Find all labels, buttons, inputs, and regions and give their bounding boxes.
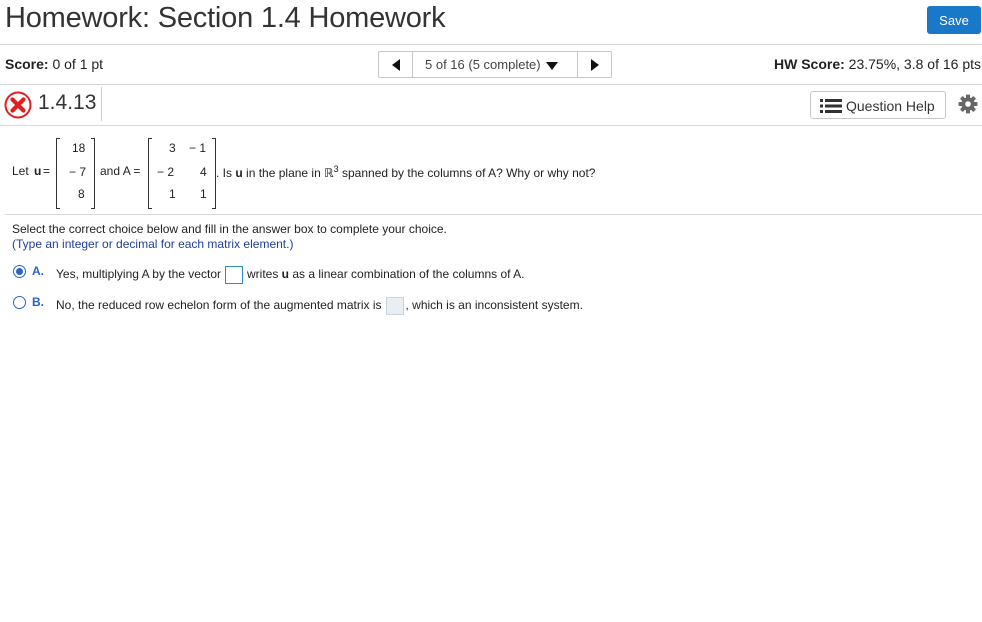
list-icon — [820, 99, 842, 113]
question-suffix: spanned by the columns of A? Why or why not? — [342, 166, 596, 180]
matrix-a-entry: 4 — [200, 165, 207, 179]
question-mid: in the plane in — [246, 166, 321, 180]
question-help-button[interactable] — [810, 91, 946, 119]
matrix-a-entry: − 2 — [157, 165, 175, 179]
choice-a-text — [56, 266, 525, 284]
question-prefix: . Is — [216, 166, 233, 180]
choice-a-radio[interactable] — [13, 265, 26, 278]
u-symbol: u — [235, 166, 243, 180]
score-value: 0 of 1 pt — [52, 56, 104, 72]
matrix-a-entry: 1 — [200, 187, 207, 201]
vector-bracket-right — [91, 138, 95, 209]
divider — [0, 125, 982, 126]
vector-u-entry: 8 — [78, 187, 85, 201]
x-circle-icon — [4, 91, 32, 119]
divider — [0, 84, 982, 85]
choice-a-text-after-2: as a linear combination of the columns of A. — [292, 267, 525, 282]
choice-a-text-after-1: writes — [246, 267, 279, 282]
save-button[interactable]: Save — [927, 6, 981, 34]
triangle-left-icon — [392, 59, 400, 71]
gear-icon[interactable] — [958, 94, 978, 114]
choice-b-text — [56, 297, 583, 315]
u-symbol: u — [281, 267, 290, 282]
matrix-a-entry: 1 — [169, 187, 176, 201]
question-id: 1.4.13 — [38, 91, 97, 114]
separator — [101, 87, 102, 121]
triangle-down-icon — [546, 62, 558, 70]
vector-u-entry: − 7 — [69, 165, 87, 179]
hint-text: (Type an integer or decimal for each matrix element.) — [12, 237, 294, 251]
choice-b-radio[interactable] — [13, 296, 26, 309]
question-selector-label: 5 of 16 (5 complete) — [425, 57, 541, 72]
radio-selected-dot — [16, 268, 23, 275]
divider — [0, 44, 982, 45]
r-symbol: ℝ — [324, 166, 334, 180]
hw-score-value: 23.75%, 3.8 of 16 pts — [848, 56, 981, 72]
choice-a — [13, 264, 713, 284]
vector-answer-box[interactable] — [225, 266, 243, 284]
choice-b-text-after: , which is an inconsistent system. — [405, 298, 583, 313]
triangle-right-icon — [591, 59, 599, 71]
score-label: Score: — [5, 56, 49, 72]
matrix-a-entry: 3 — [169, 141, 176, 155]
divider — [5, 214, 982, 215]
r-exponent: 3 — [333, 164, 339, 174]
previous-question-button[interactable] — [379, 52, 413, 77]
problem-statement — [12, 138, 712, 220]
matrix-bracket-left — [148, 138, 152, 209]
question-pager — [378, 51, 612, 78]
hw-score-label: HW Score: — [773, 56, 845, 72]
score — [5, 56, 103, 72]
equals-sign: = — [43, 164, 51, 178]
choice-b-text-before: No, the reduced row echelon form of the augmented matrix is — [56, 298, 382, 313]
matrix-answer-box[interactable] — [386, 297, 404, 315]
choice-a-letter: A. — [32, 264, 44, 278]
matrix-a-entry: − 1 — [189, 141, 207, 155]
choice-a-text-before: Yes, multiplying A by the vector — [56, 267, 221, 282]
choice-b — [13, 295, 713, 315]
question-text — [216, 164, 595, 180]
choice-b-letter: B. — [32, 295, 44, 309]
hw-score — [774, 56, 981, 72]
page-title: Homework: Section 1.4 Homework — [5, 2, 446, 34]
next-question-button[interactable] — [577, 52, 611, 77]
vector-u-entry: 18 — [72, 141, 86, 155]
question-selector[interactable] — [412, 52, 578, 77]
let-text: Let — [12, 164, 29, 178]
and-a-text: and A = — [100, 164, 141, 178]
instructions: Select the correct choice below and fill in the answer box to complete your choice. — [12, 222, 447, 236]
vector-bracket-left — [56, 138, 60, 209]
u-symbol: u — [34, 164, 42, 178]
question-help-label: Question Help — [846, 98, 935, 114]
